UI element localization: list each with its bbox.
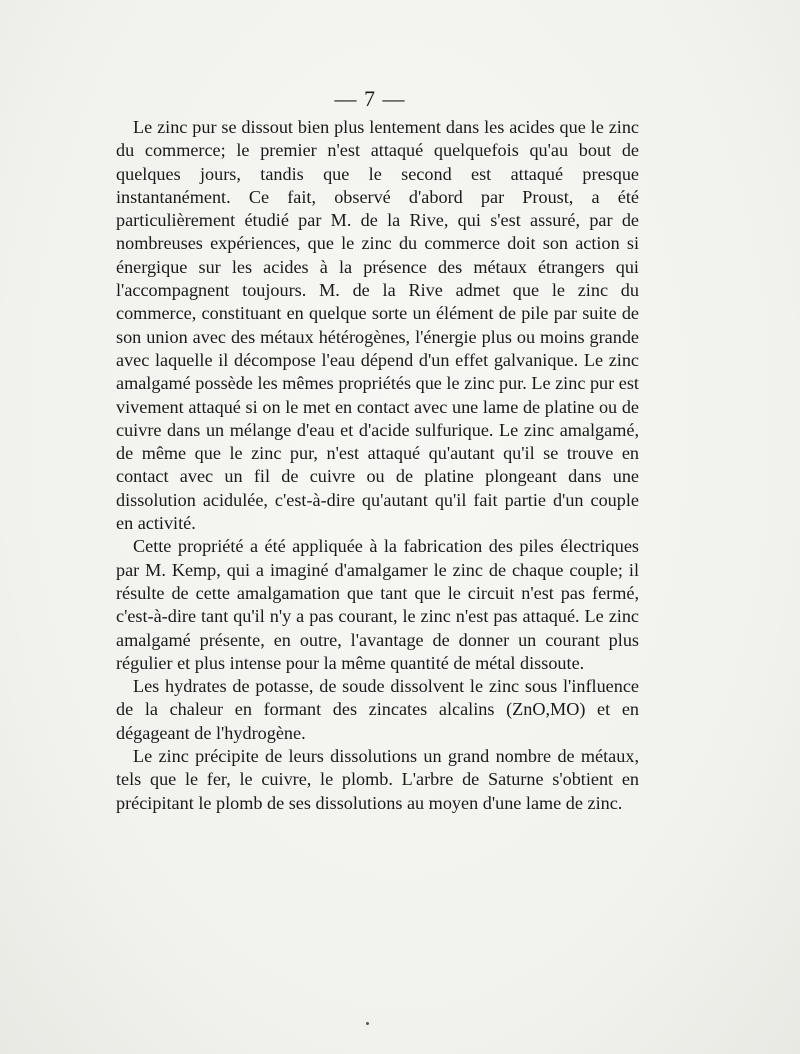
paper-speck [366, 1022, 369, 1025]
paragraph-zinc-pur: Le zinc pur se dissout bien plus lentement dans les acides que le zinc du commerce; le premier n'est attaqué quelquefois qu'au bout de quelques jours, tandis que le second est attaqué presque instantanément. Ce fait, observé d'abord par Proust, a été particulièrement étudié par M. de la Rive, qui s'est assuré, par de nombreuses expériences, que le zinc du commerce doit son action si énergique sur les acides à la présence des métaux étrangers qui l'accompagnent toujours. M. de la Rive admet que le zinc du commerce, constituant en quelque sorte un élément de pile par suite de son union avec des métaux hétérogènes, l'énergie plus ou moins grande avec laquelle il décompose l'eau dépend d'un effet galvanique. Le zinc amalgamé possède les mêmes propriétés que le zinc pur. Le zinc pur est vivement attaqué si on le met en contact avec une lame de platine ou de cuivre dans un mélange d'eau et d'acide sulfurique. Le zinc amalgamé, de même que le zinc pur, n'est attaqué qu'autant qu'il se trouve en contact avec un fil de cuivre ou de platine plongeant dans une dissolution acidulée, c'est-à-dire qu'autant qu'il fait partie d'un couple en activité. [116, 117, 639, 534]
paragraph-piles-electriques: Cette propriété a été appliquée à la fabrication des piles électriques par M. Kemp, qui a imaginé d'amalgamer le zinc de chaque couple; il résulte de cette amalgamation que tant que le circuit n'est pas fermé, c'est-à-dire tant qu'il n'y a pas courant, le zinc n'est pas attaqué. Le zinc amalgamé présente, en outre, l'avantage de donner un courant plus régulier et plus intense pour la même quantité de métal dissoute. [116, 536, 639, 673]
page-number: — 7 — [334, 86, 406, 111]
body-text [116, 116, 639, 815]
paragraph-hydrates: Les hydrates de potasse, de soude dissolvent le zinc sous l'influence de la chaleur en formant des zincates alcalins (ZnO,MO) et en dégageant de l'hydrogène. [116, 676, 639, 743]
paragraph-precipitation: Le zinc précipite de leurs dissolutions un grand nombre de métaux, tels que le fer, le cuivre, le plomb. L'arbre de Saturne s'obtient en précipitant le plomb de ses dissolutions au moyen d'une lame de zinc. [116, 746, 639, 813]
